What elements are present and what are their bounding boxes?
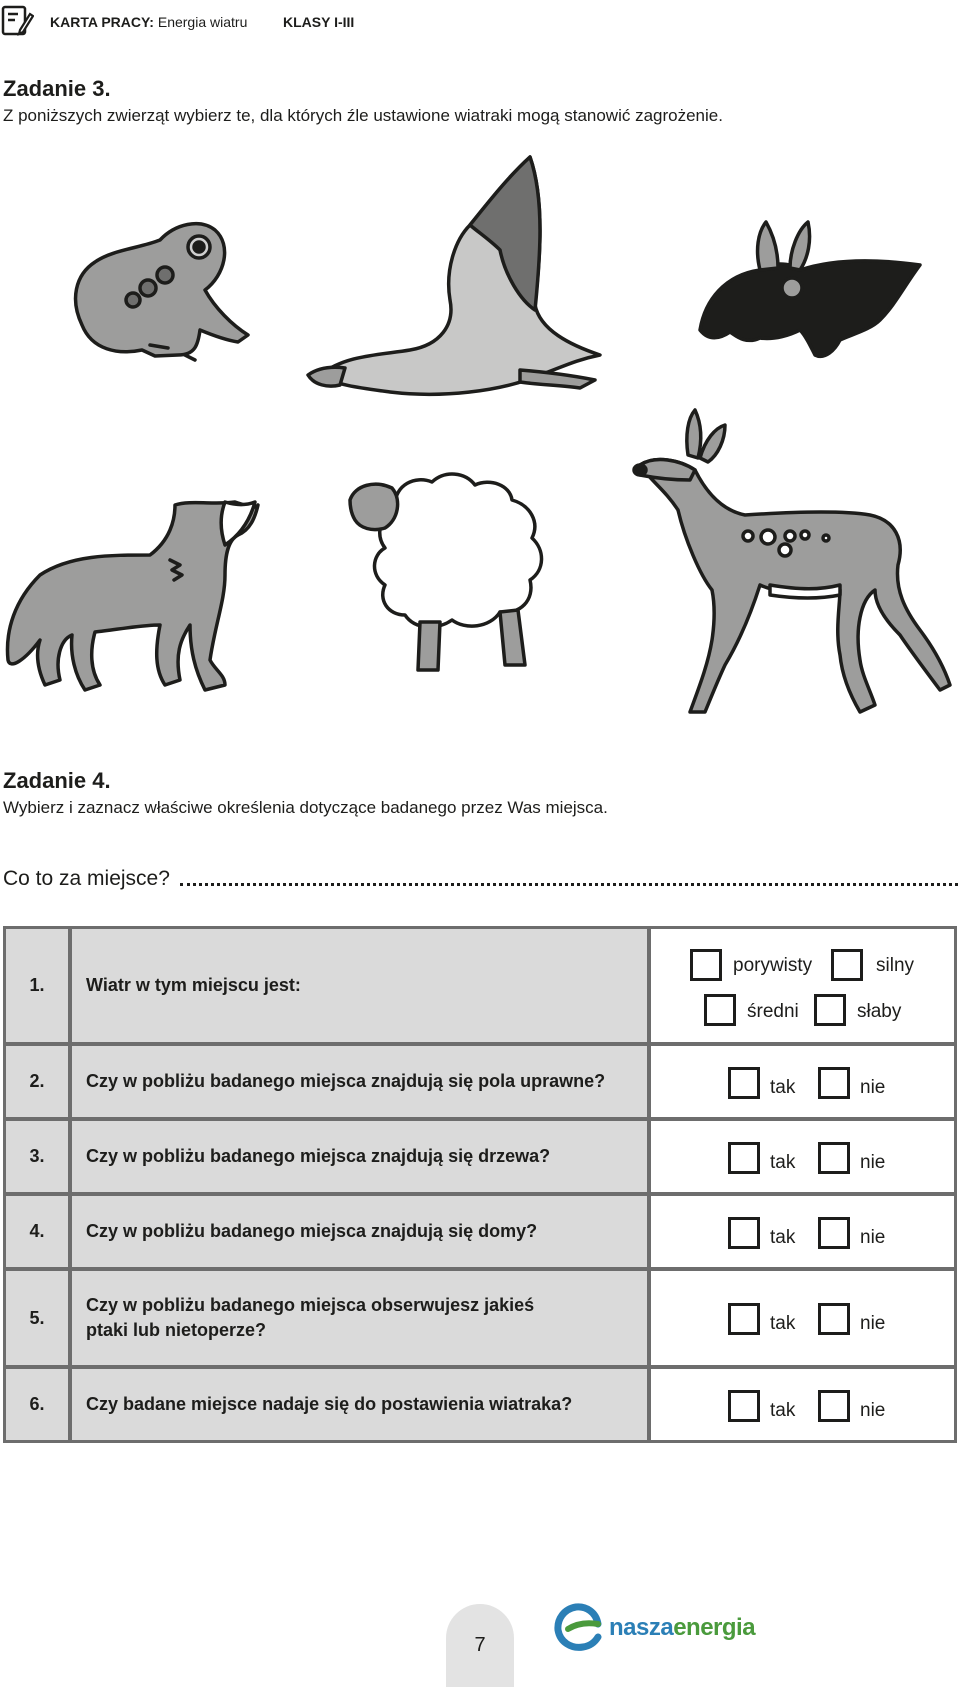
option-label: tak: [770, 1313, 796, 1334]
row-question: Wiatr w tym miejscu jest:: [72, 929, 647, 1042]
row-options: [651, 1046, 954, 1117]
row-number: 3.: [6, 1121, 68, 1192]
row-options: [651, 1271, 954, 1365]
goose-icon[interactable]: [308, 157, 600, 394]
row-number: 6.: [6, 1369, 68, 1440]
deer-icon[interactable]: [634, 410, 950, 712]
option-label: tak: [770, 1077, 796, 1098]
frog-icon[interactable]: [76, 224, 248, 360]
option-label: nie: [860, 1152, 886, 1173]
option-label: nie: [860, 1313, 886, 1334]
survey-table: [3, 926, 957, 1443]
table-row: [6, 1196, 954, 1267]
task4-description: Wybierz i zaznacz właściwe określenia dotyczące badanego przez Was miejsca.: [3, 798, 608, 817]
row-question: Czy w pobliżu badanego miejsca znajdują się drzewa?: [72, 1121, 647, 1192]
place-question: [3, 861, 958, 891]
animals-illustration: [0, 150, 960, 730]
table-row: [6, 929, 954, 1042]
page-header: [0, 4, 960, 40]
naszaenergia-logo: [554, 1602, 754, 1658]
checkbox-sredni[interactable]: [704, 994, 736, 1026]
row-question: Czy badane miejsce nadaje się do postawienia wiatraka?: [72, 1369, 647, 1440]
row-question: Czy w pobliżu badanego miejsca znajdują się pola uprawne?: [72, 1046, 647, 1117]
row-options: [651, 1121, 954, 1192]
option-label: nie: [860, 1077, 886, 1098]
checkbox-nie[interactable]: [818, 1142, 850, 1174]
checkbox-nie[interactable]: [818, 1067, 850, 1099]
task3-title: Zadanie 3.: [3, 76, 111, 101]
place-question-text: Co to za miejsce?: [3, 867, 170, 890]
sheep-icon[interactable]: [350, 474, 542, 670]
row-number: 5.: [6, 1271, 68, 1365]
page-number-tab: [446, 1604, 514, 1687]
task3-description: Z poniższych zwierząt wybierz te, dla których źle ustawione wiatraki mogą stanowić zagrożenie.: [3, 106, 723, 125]
logo-word-2: energia: [673, 1614, 756, 1641]
checkbox-slaby[interactable]: [814, 994, 846, 1026]
option-label: tak: [770, 1227, 796, 1248]
wolf-icon[interactable]: [7, 502, 258, 690]
checkbox-tak[interactable]: [728, 1390, 760, 1422]
row-question-line1: Czy w pobliżu badanego miejsca obserwujesz jakieś: [86, 1295, 535, 1315]
row-options: [651, 1196, 954, 1267]
option-label: nie: [860, 1227, 886, 1248]
option-label: nie: [860, 1400, 886, 1421]
logo-word-1: nasza: [609, 1614, 674, 1641]
row-number: 1.: [6, 929, 68, 1042]
option-label: silny: [876, 955, 915, 976]
logo-e-icon: [554, 1602, 604, 1652]
checkbox-porywisty[interactable]: [690, 949, 722, 981]
checkbox-tak[interactable]: [728, 1303, 760, 1335]
row-question-line2: ptaki lub nietoperze?: [86, 1320, 267, 1340]
checkbox-silny[interactable]: [831, 949, 863, 981]
option-label: porywisty: [733, 955, 813, 976]
checkbox-nie[interactable]: [818, 1390, 850, 1422]
class-label: KLASY I-III: [283, 14, 355, 30]
checkbox-nie[interactable]: [818, 1303, 850, 1335]
table-row: [6, 1046, 954, 1117]
row-question: Czy w pobliżu badanego miejsca znajdują się domy?: [72, 1196, 647, 1267]
worksheet-label-bold: KARTA PRACY:: [50, 14, 154, 30]
row-options: [651, 1369, 954, 1440]
worksheet-pencil-icon: [0, 4, 34, 38]
page-number: 7: [474, 1634, 486, 1656]
table-row: [6, 1271, 954, 1365]
row-options: [651, 929, 954, 1042]
logo-wordmark: [609, 1614, 755, 1642]
row-question: [72, 1271, 647, 1365]
answer-dotted-line[interactable]: [180, 883, 958, 886]
worksheet-topic: Energia wiatru: [157, 14, 248, 30]
option-label: średni: [747, 1001, 799, 1022]
table-row: [6, 1369, 954, 1440]
checkbox-tak[interactable]: [728, 1142, 760, 1174]
worksheet-label: [50, 14, 247, 30]
bat-icon[interactable]: [700, 222, 920, 356]
option-label: tak: [770, 1400, 796, 1421]
option-label: słaby: [857, 1001, 902, 1022]
table-row: [6, 1121, 954, 1192]
row-number: 2.: [6, 1046, 68, 1117]
checkbox-tak[interactable]: [728, 1217, 760, 1249]
task4-title: Zadanie 4.: [3, 768, 111, 793]
checkbox-nie[interactable]: [818, 1217, 850, 1249]
row-number: 4.: [6, 1196, 68, 1267]
checkbox-tak[interactable]: [728, 1067, 760, 1099]
option-label: tak: [770, 1152, 796, 1173]
